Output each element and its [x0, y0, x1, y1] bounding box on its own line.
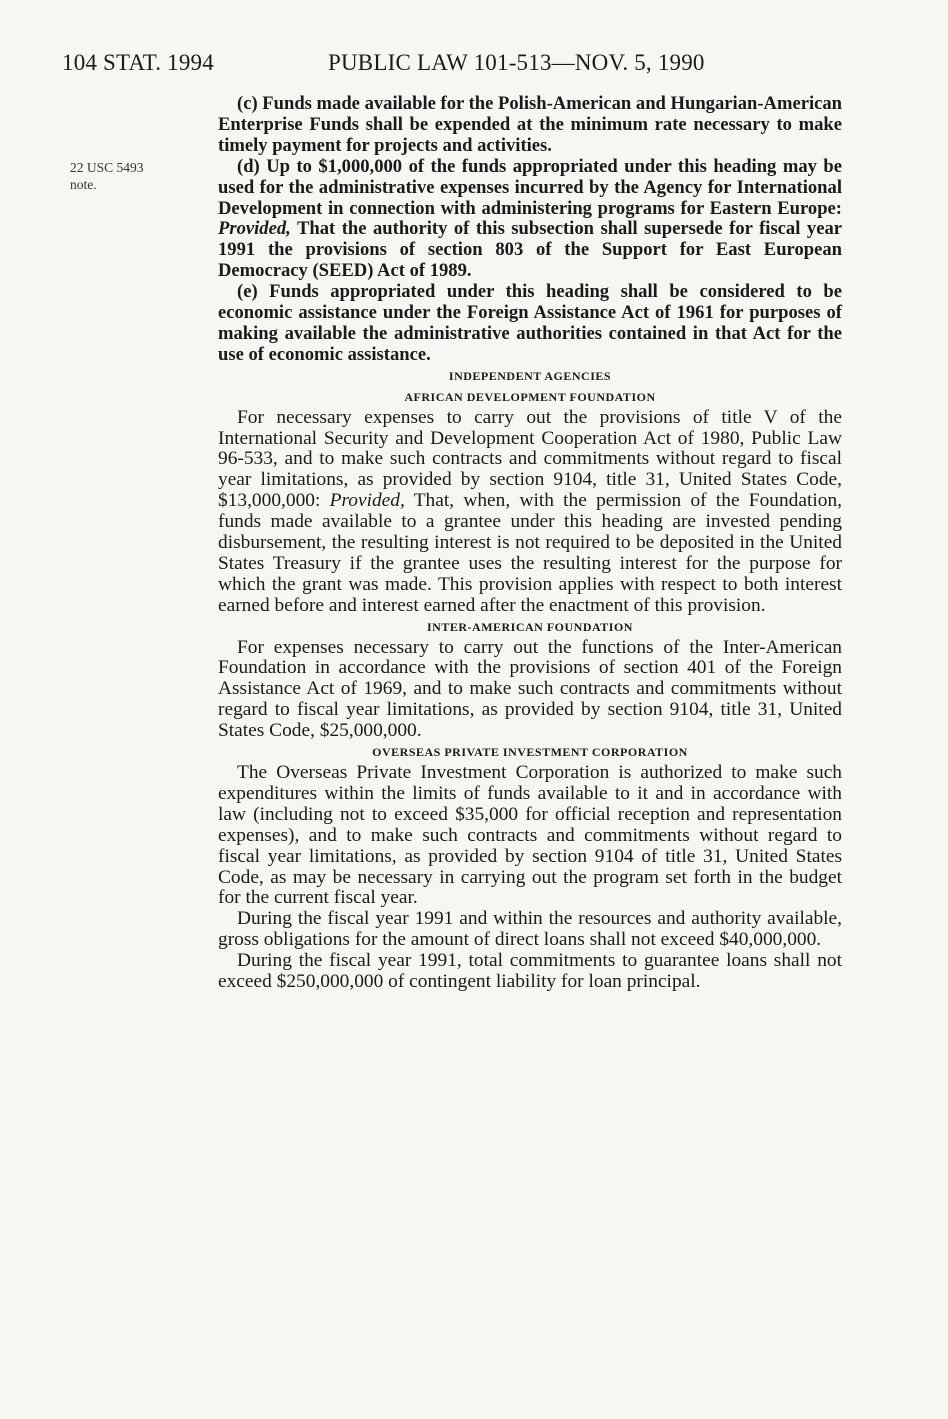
- african-text-cont: That, when, with the permission of the Foundation, funds made available to a grantee under this heading are invested pending disbursement, the resulting interest is not required to be deposited in the United States Treasury if the grantee uses the resulting interest for the purpose for which the grant was made. This provision applies with respect to both interest earned before and interest earned after the enactment of this provision.: [218, 490, 842, 616]
- opic-paragraph-2: During the fiscal year 1991 and within the resources and authority available, gross obligations for the amount of direct loans shall not exceed $40,000,000.: [218, 908, 842, 951]
- paragraph-c: (c) Funds made available for the Polish-American and Hungarian-American Enterprise Funds shall be expended at the minimum rate necessary to make timely payment for projects and activities.: [218, 93, 842, 156]
- paragraph-d-text: (d) Up to $1,000,000 of the funds appropriated under this heading may be used for the administrative expenses incurred by the Agency for International Development in connection with administering programs for Eastern Europe:: [218, 155, 842, 219]
- page-header: [62, 50, 922, 80]
- margin-note: [70, 159, 144, 193]
- paragraph-d: [218, 157, 842, 282]
- page-reference: 104 STAT. 1994: [62, 50, 214, 75]
- provided-keyword: Provided,: [218, 218, 291, 240]
- african-foundation-paragraph: [218, 408, 842, 617]
- margin-note-label: note.: [70, 177, 97, 192]
- heading-inter-american-foundation: INTER-AMERICAN FOUNDATION: [427, 619, 633, 634]
- paragraph-e: (e) Funds appropriated under this heading shall be considered to be economic assistance under the Foreign Assistance Act of 1961 for purposes of making available the administrative authorities contained in that Act for the use of economic assistance.: [218, 281, 842, 365]
- paragraph-d-text-cont: That the authority of this subsection shall supersede for fiscal year 1991 the provisions of section 803 of the Support for East European Democracy (SEED) Act of 1989.: [218, 218, 842, 282]
- heading-african-development-foundation: AFRICAN DEVELOPMENT FOUNDATION: [404, 389, 656, 404]
- law-title: PUBLIC LAW 101-513—NOV. 5, 1990: [328, 50, 705, 75]
- document-body: [218, 94, 842, 993]
- african-text: For necessary expenses to carry out the provisions of title V of the International Security and Development Cooperation Act of 1980, Public Law 96-533, and to make such contracts and commitments without regard to fiscal year limitations, as provided by section 9104, title 31, United States Code, $13,000,000:: [218, 406, 842, 512]
- opic-paragraph-1: The Overseas Private Investment Corporation is authorized to make such expenditures within the limits of funds available to it and in accordance with law (including not to exceed $35,000 for official reception and representation expenses), and to make such contracts and commitments without regard to fiscal year limitations, as provided by section 9104 of title 31, United States Code, as may be necessary in carrying out the program set forth in the budget for the current fiscal year.: [218, 762, 842, 909]
- opic-paragraph-3: During the fiscal year 1991, total commitments to guarantee loans shall not exceed $250,000,000 of contingent liability for loan principal.: [218, 950, 842, 993]
- heading-opic: OVERSEAS PRIVATE INVESTMENT CORPORATION: [372, 745, 688, 760]
- heading-independent-agencies: INDEPENDENT AGENCIES: [448, 368, 612, 383]
- provided-keyword: Provided,: [329, 490, 405, 512]
- margin-note-citation: 22 USC 5493: [70, 160, 144, 175]
- inter-american-paragraph: For expenses necessary to carry out the functions of the Inter-American Foundation in accordance with the provisions of section 401 of the Foreign Assistance Act of 1969, and to make such contracts and commitments without regard to fiscal year limitations, as provided by section 9104, title 31, United States Code, $25,000,000.: [218, 636, 842, 742]
